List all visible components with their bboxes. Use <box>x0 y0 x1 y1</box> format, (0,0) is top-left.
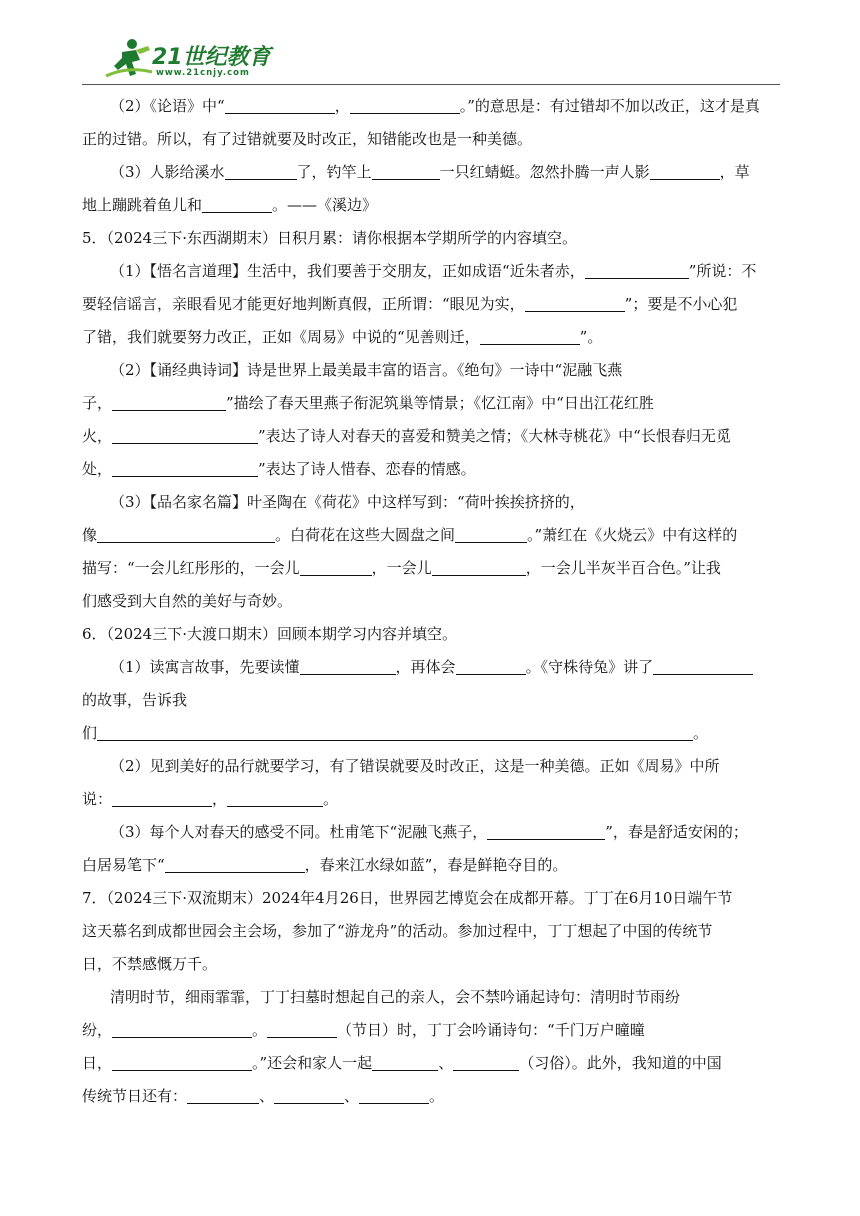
text-line: 处， ”表达了诗人惜春、恋春的情感。 <box>82 460 476 478</box>
fill-blank[interactable] <box>202 196 272 213</box>
fill-blank[interactable] <box>112 460 258 477</box>
text-line: 纷， 。 （节日）时，丁丁会吟诵诗句：“千门万户曈曈 <box>82 1021 645 1039</box>
text-line: 日，不禁感慨万千。 <box>82 955 218 973</box>
text-line: 像 。白荷花在这些大圆盘之间 。”萧红在《火烧云》中有这样的 <box>82 526 738 544</box>
text-line: 的故事，告诉我 <box>82 691 188 709</box>
text-line: 传统节日还有： 、 、 。 <box>82 1087 445 1105</box>
text-line: （1）读寓言故事，先要读懂 ，再体会 。《守株待兔》讲了 <box>82 651 782 684</box>
text-line: （2）【诵经典诗词】诗是世界上最美最丰富的语言。《绝句》一诗中“泥融飞燕 <box>110 361 623 379</box>
fill-blank[interactable] <box>480 328 580 345</box>
fill-blank[interactable] <box>359 1087 429 1104</box>
fill-blank[interactable] <box>225 97 335 114</box>
text-line: 火， ”表达了诗人对春天的喜爱和赞美之情；《大林寺桃花》中“长恨春归无觅 <box>82 427 731 445</box>
fill-blank[interactable] <box>453 1054 519 1071</box>
text-line: （3）【品名家名篇】叶圣陶在《荷花》中这样写到：“荷叶挨挨挤挤的， <box>110 493 585 511</box>
fill-blank[interactable] <box>97 724 693 741</box>
fill-blank[interactable] <box>455 526 527 543</box>
text-line: （3）人影给溪水 了，钓竿上 一只红蜻蜓。忽然扑腾一声人影 ，草 <box>110 163 750 181</box>
text-line: 说： ， 。 <box>82 790 339 808</box>
fill-blank[interactable] <box>432 559 526 576</box>
fill-blank[interactable] <box>165 856 305 873</box>
brand-logo <box>102 36 272 84</box>
fill-blank[interactable] <box>187 1087 259 1104</box>
logo-text: 21世纪教育 <box>152 45 271 70</box>
logo-url: www.21cnjy.com <box>156 68 250 78</box>
page-header <box>0 0 860 90</box>
text-line: 子， ”描绘了春天里燕子衔泥筑巢等情景；《忆江南》中“日出江花红胜 <box>82 394 654 412</box>
fill-blank[interactable] <box>227 790 323 807</box>
text-line: （2）见到美好的品行就要学习，有了错误就要及时改正，这是一种美德。正如《周易》中所 <box>110 757 720 775</box>
text-line: 了错，我们就要努力改正，正如《周易》中说的“见善则迁， ”。 <box>82 328 603 346</box>
fill-blank[interactable] <box>274 1087 344 1104</box>
fill-blank[interactable] <box>225 163 297 180</box>
fill-blank[interactable] <box>300 559 372 576</box>
text-line: 描写：“一会儿红彤彤的，一会儿 ，一会儿 ，一会儿半灰半百合色。”让我 <box>82 559 721 577</box>
text-line: （1）【悟名言道理】生活中，我们要善于交朋友，正如成语“近朱者赤， ”所说：不 <box>110 262 757 280</box>
text-line: 们 。 <box>82 724 709 742</box>
question-5-title: 5．（2024三下·东西湖期末）日积月累：请你根据本学期所学的内容填空。 <box>82 229 577 247</box>
fill-blank[interactable] <box>653 658 753 675</box>
runner-icon <box>102 36 154 80</box>
fill-blank[interactable] <box>350 97 460 114</box>
fill-blank[interactable] <box>300 658 396 675</box>
fill-blank[interactable] <box>372 1054 438 1071</box>
fill-blank[interactable] <box>456 658 526 675</box>
fill-blank[interactable] <box>112 427 258 444</box>
fill-blank[interactable] <box>267 1021 337 1038</box>
fill-blank[interactable] <box>650 163 720 180</box>
fill-blank[interactable] <box>525 295 625 312</box>
fill-blank[interactable] <box>112 1054 252 1071</box>
text-line: 这天慕名到成都世园会主会场，参加了“游龙舟”的活动。参加过程中，丁丁想起了中国的传统节 <box>82 922 713 940</box>
fill-blank[interactable] <box>112 394 226 411</box>
text-line: 地上蹦跳着鱼儿和 。——《溪边》 <box>82 196 378 214</box>
question-7-title: 7．（2024三下·双流期末）2024年4月26日，世界园艺博览会在成都开幕。丁丁在6月10日端午节 <box>82 889 733 907</box>
document-body <box>82 90 782 1113</box>
text-line: 日， 。”还会和家人一起 、 （习俗）。此外，我知道的中国 <box>82 1054 722 1072</box>
text-line: 们感受到大自然的美好与奇妙。 <box>82 592 293 610</box>
question-6-title: 6．（2024三下·大渡口期末）回顾本期学习内容并填空。 <box>82 625 457 643</box>
text-line: 要轻信谣言，亲眼看见才能更好地判断真假，正所谓：“眼见为实， ”；要是不小心犯 <box>82 295 738 313</box>
text-line: （2）《论语》中“ ， 。”的意思是：有过错却不加以改正，这才是真 <box>110 97 760 115</box>
fill-blank[interactable] <box>112 790 212 807</box>
fill-blank[interactable] <box>585 262 689 279</box>
text-line: （3）每个人对春天的感受不同。杜甫笔下“泥融飞燕子， ”，春是舒适安闲的； <box>110 823 748 841</box>
text-line: 白居易笔下“ ，春来江水绿如蓝”，春是鲜艳夺目的。 <box>82 856 568 874</box>
fill-blank[interactable] <box>97 526 275 543</box>
header-divider <box>82 84 780 85</box>
fill-blank[interactable] <box>112 1021 252 1038</box>
fill-blank[interactable] <box>372 163 440 180</box>
text-line: 清明时节，细雨霏霏，丁丁扫墓时想起自己的亲人，会不禁吟诵起诗句：清明时节雨纷 <box>110 988 681 1006</box>
fill-blank[interactable] <box>487 823 605 840</box>
text-line: 正的过错。所以，有了过错就要及时改正，知错能改也是一种美德。 <box>82 130 533 148</box>
